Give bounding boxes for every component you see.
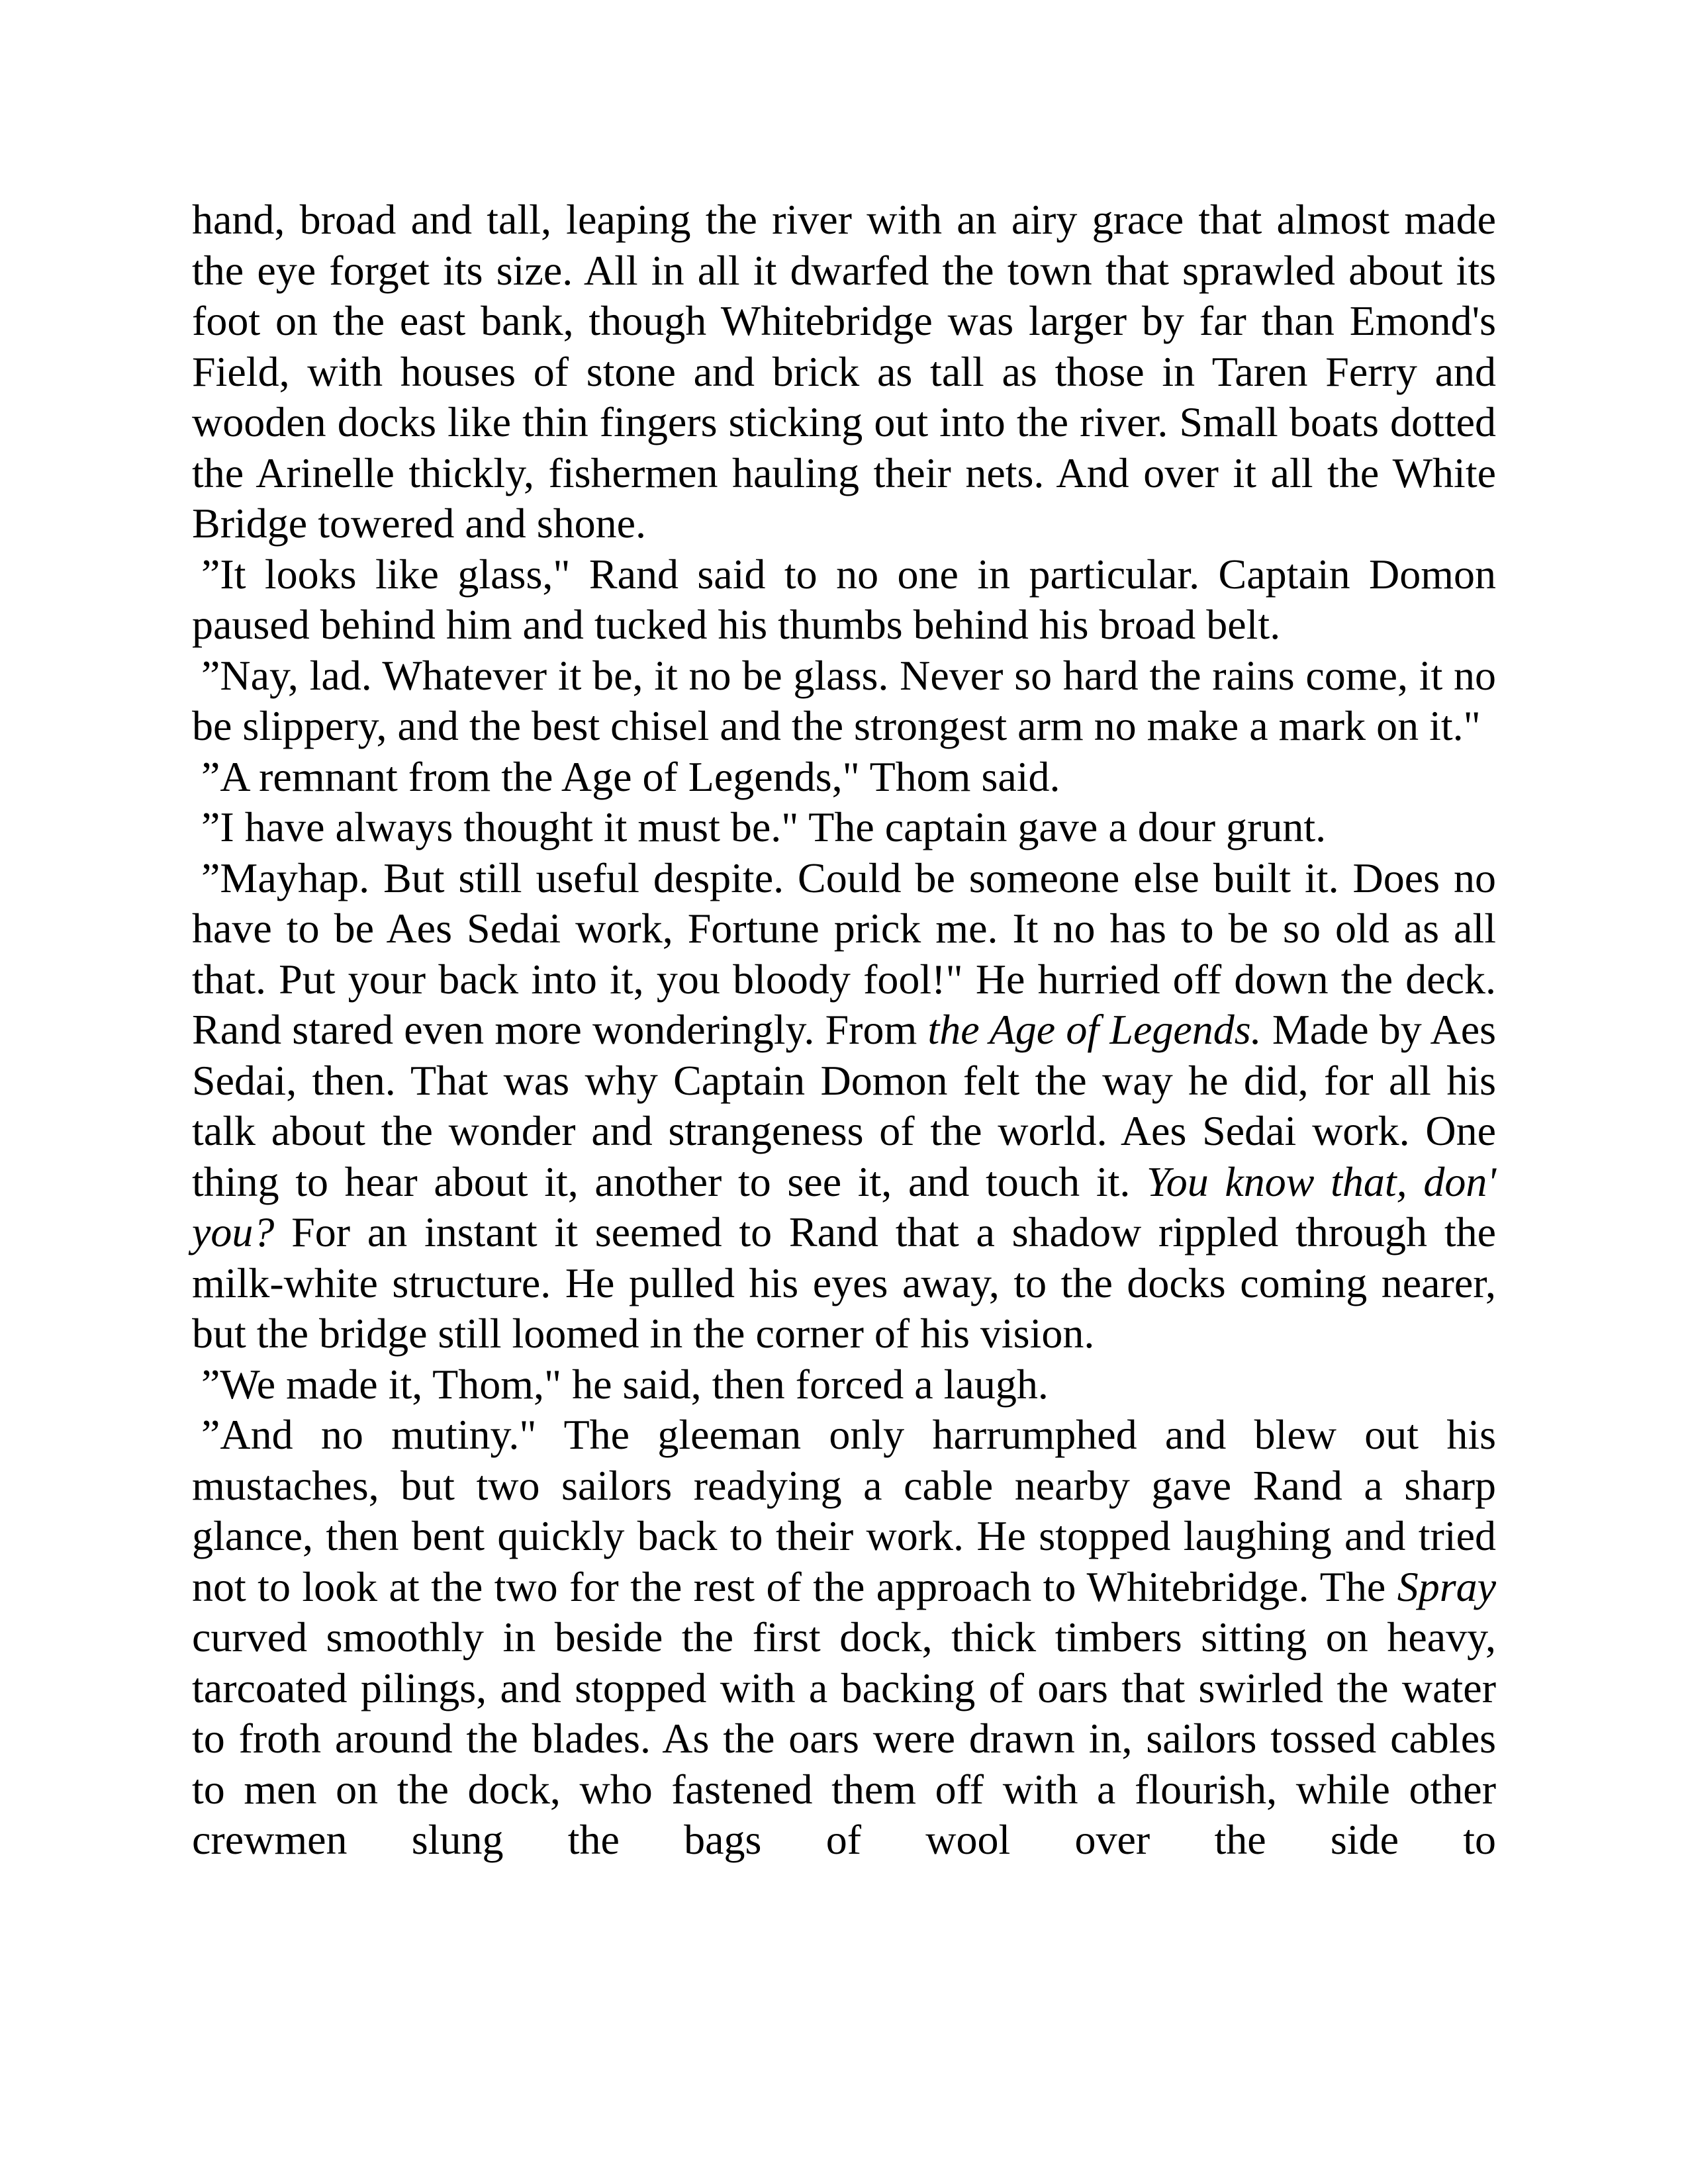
- mutiny-italic-spray: Spray: [1397, 1563, 1496, 1610]
- paragraph-bridge-description: hand, broad and tall, leaping the river with an airy grace that almost made the eye forget its size. All in all it dwarfed the town that sprawled about its foot on the east bank, though Whitebridge was larger by far than Emond's Field, with houses of stone and brick as tall as those in Taren Ferry and wooden docks like thin fingers sticking out into the river. Small boats dotted the Arinelle thickly, fishermen hauling their nets. And over it all the White Bridge towered and shone.: [192, 196, 1496, 547]
- paragraph-we-made-it: ”We made it, Thom," he said, then forced a laugh.: [201, 1360, 1049, 1408]
- paragraph-nay-lad: ”Nay, lad. Whatever it be, it no be glass. Never so hard the rains come, it no be slippery, and the best chisel and the strongest arm no make a mark on it.": [192, 651, 1496, 749]
- mayhap-text-c: Made by Aes Sedai, then. That was why Captain Domon felt the way he did, for all his talk about the wonder and strangeness of the world. Aes Sedai work. One thing to hear about it, another to see it, and touch it.: [192, 1006, 1497, 1205]
- paragraph-mayhap: [192, 853, 1496, 1359]
- page-text: [192, 195, 1496, 1866]
- paragraph-looks-like-glass: ”It looks like glass," Rand said to no one in particular. Captain Domon paused behind him and tucked his thumbs behind his broad belt.: [192, 550, 1496, 648]
- mutiny-text-a: ”And no mutiny." The gleeman only harrumphed and blew out his mustaches, but two sailors readying a cable nearby gave Rand a sharp glance, then bent quickly back to their work. He stopped laughing and tried not to look at the two for the rest of the approach to Whitebridge. The: [192, 1411, 1496, 1610]
- mayhap-text-e: For an instant it seemed to Rand that a shadow rippled through the milk-white structure. He pulled his eyes away, to the docks coming nearer, but the bridge still loomed in the corner of his vision.: [192, 1208, 1496, 1357]
- mayhap-text-a: ”Mayhap. But still useful despite. Could be someone else built it. Does no have to be Aes Sedai work, Fortune prick me. It no has to be so old as all that. Put your back into it, you bloody fool!" He hurried off down the deck. Rand stared even more wonderingly. From: [192, 854, 1496, 1053]
- mutiny-text-c: curved smoothly in beside the first dock, thick timbers sitting on heavy, tarcoated pilings, and stopped with a backing of oars that swirled the water to froth around the blades. As the oars were drawn in, sailors tossed cables to men on the dock, who fastened them off with a flourish, while other crewmen slung the bags of wool over the side to: [192, 1614, 1496, 1863]
- mayhap-italic-you-know-that: You know that, don' you?: [192, 1158, 1497, 1255]
- paragraph-no-mutiny: [192, 1410, 1496, 1866]
- paragraph-always-thought: ”I have always thought it must be." The captain gave a dour grunt.: [201, 803, 1327, 850]
- mayhap-italic-age-of-legends: the Age of Legends.: [927, 1006, 1262, 1053]
- paragraph-remnant: ”A remnant from the Age of Legends," Thom said.: [201, 752, 1060, 800]
